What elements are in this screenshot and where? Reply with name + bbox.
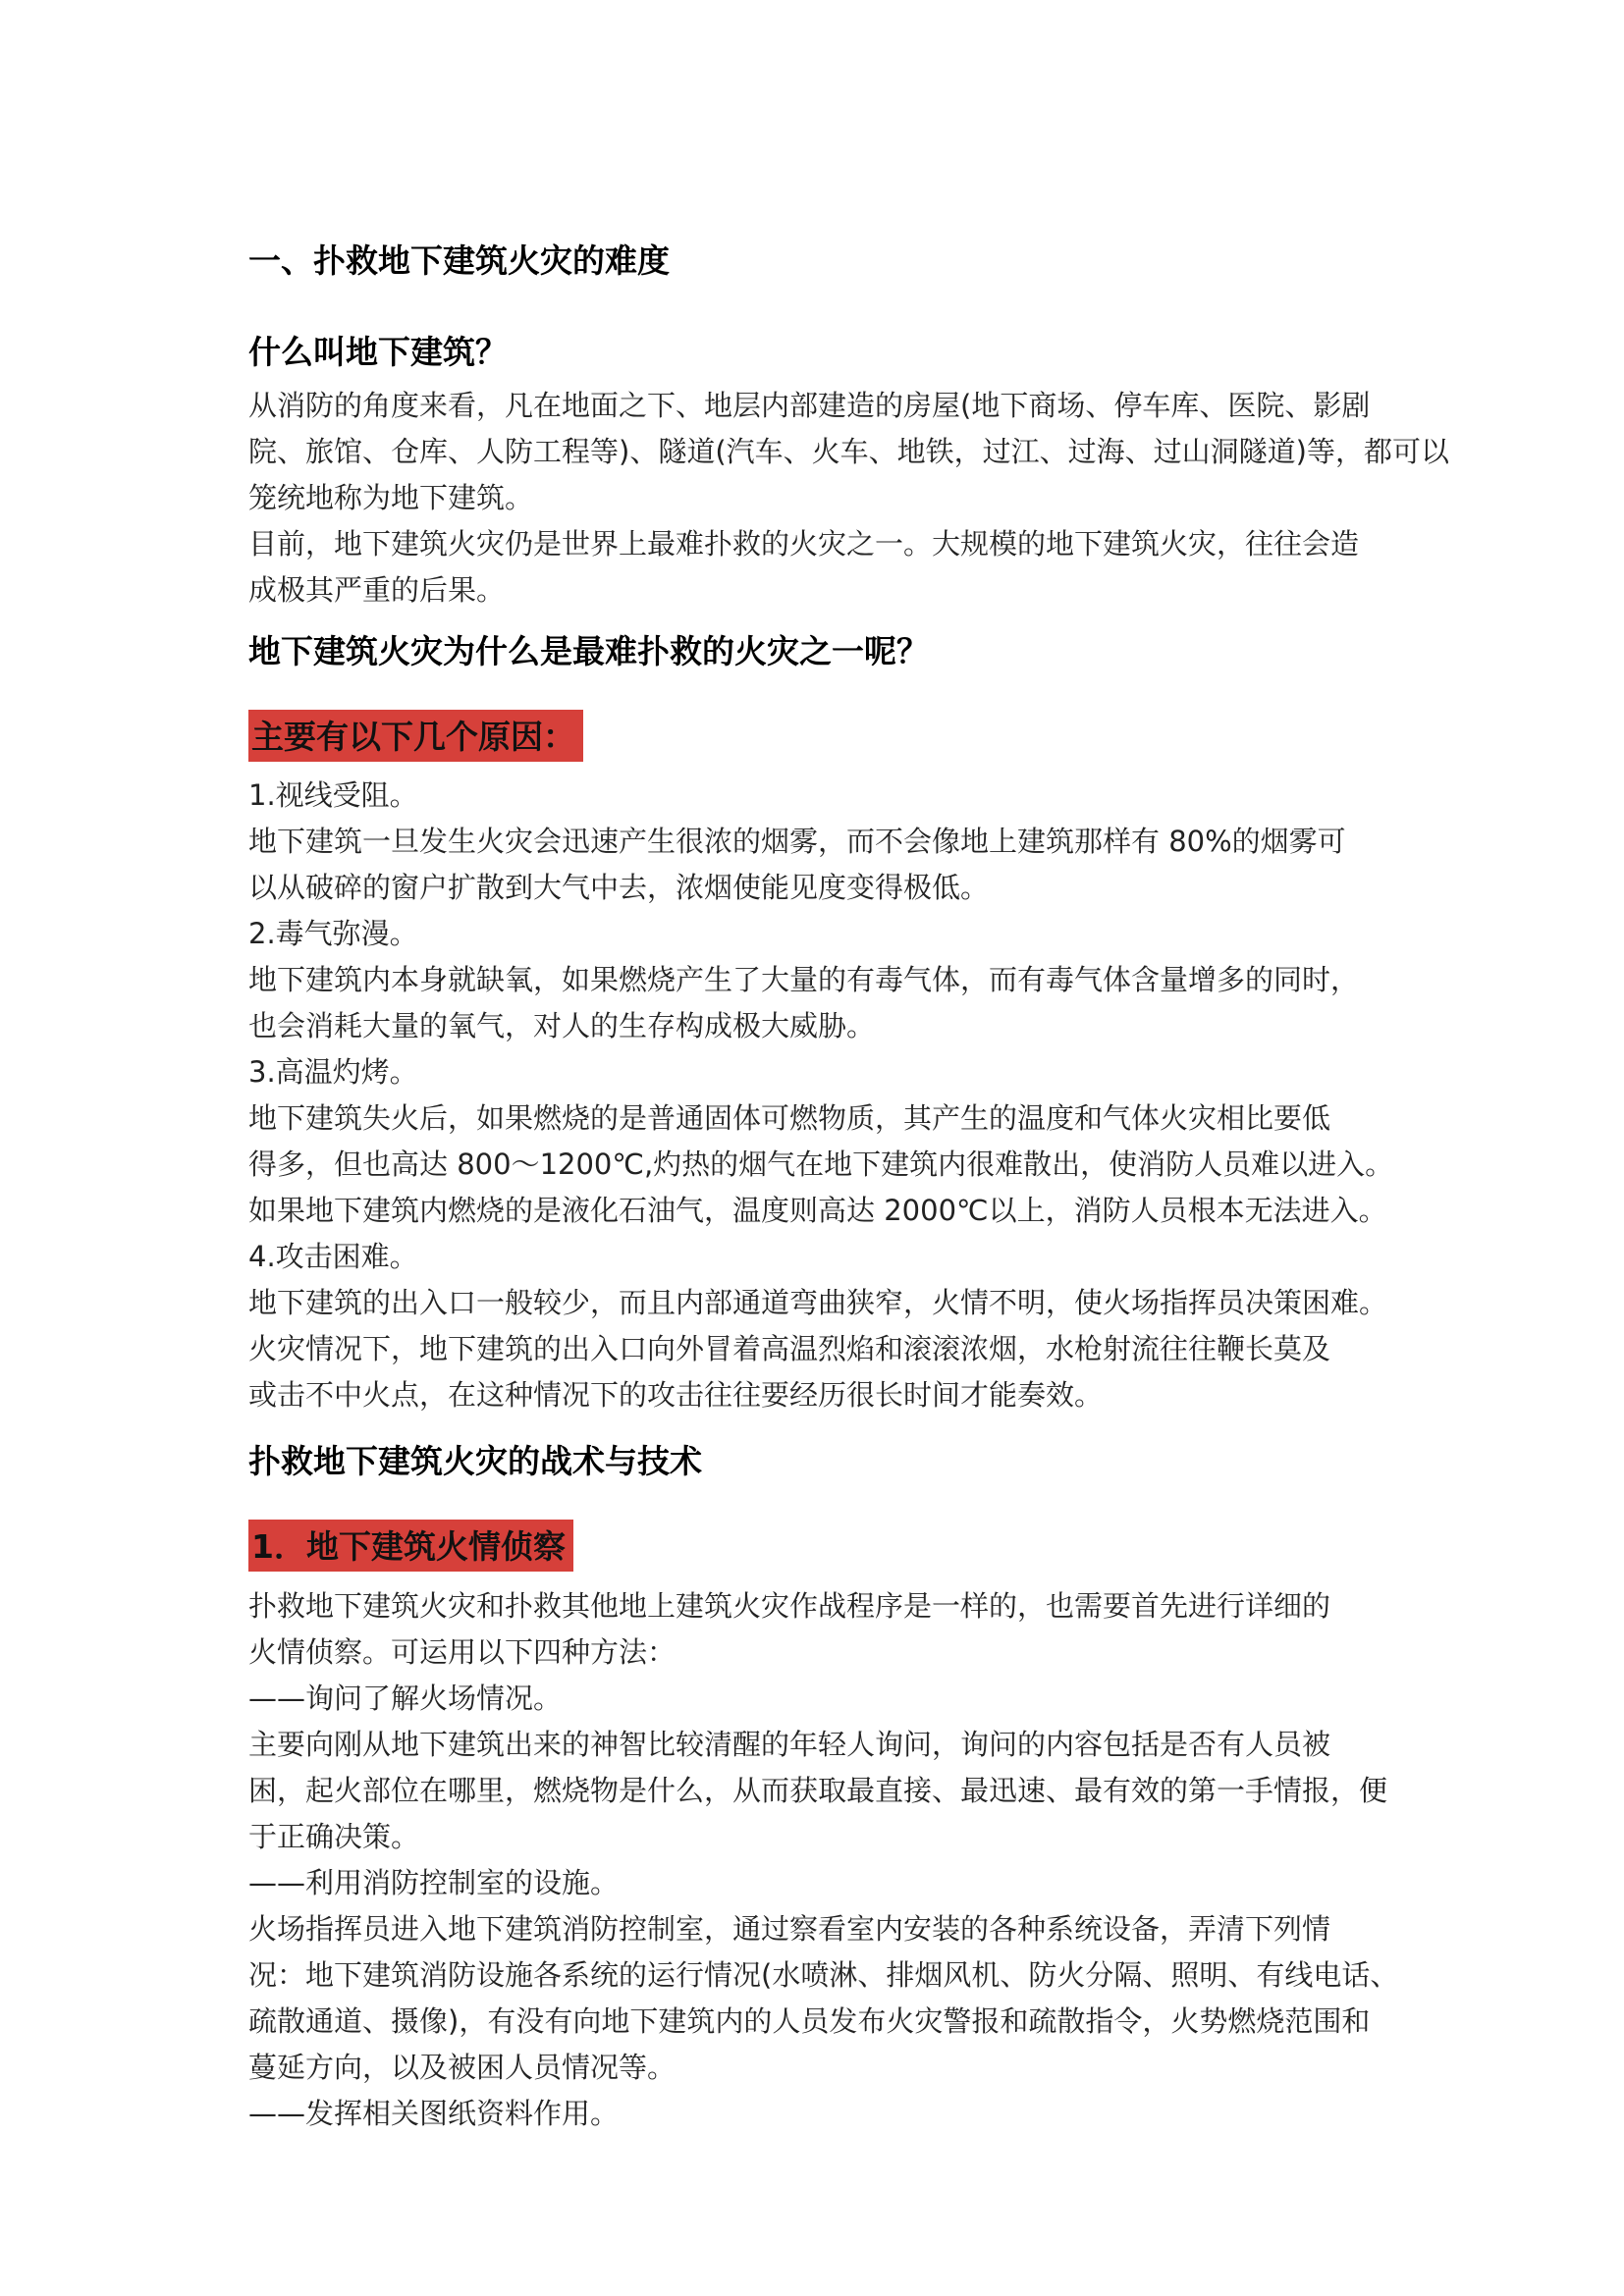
text-line: 如果地下建筑内燃烧的是液化石油气，温度则高达 2000℃以上，消防人员根本无法进入。: [248, 1194, 1387, 1227]
text-line: 地下建筑内本身就缺氧，如果燃烧产生了大量的有毒气体，而有毒气体含量增多的同时，: [248, 963, 1360, 996]
section-title: 扑救地下建筑火灾的战术与技术: [248, 1442, 702, 1480]
list-item: 1.视线受阻。: [248, 778, 418, 812]
text-line: 笼统地称为地下建筑。: [248, 481, 534, 514]
text-line: 地下建筑失火后，如果燃烧的是普通固体可燃物质，其产生的温度和气体火灾相比要低: [248, 1101, 1331, 1135]
reasons-paragraph: [248, 773, 1402, 1418]
list-item: ——利用消防控制室的设施。: [248, 1866, 620, 1899]
text-line: 以从破碎的窗户扩散到大气中去，浓烟使能见度变得极低。: [248, 871, 990, 904]
text-line: 况：地下建筑消防设施各系统的运行情况(水喷淋、排烟风机、防火分隔、照明、有线电话、: [248, 1958, 1399, 1992]
reasons-heading: [248, 710, 583, 762]
list-item: ——询问了解火场情况。: [248, 1682, 563, 1715]
text-line: 于正确决策。: [248, 1820, 420, 1853]
text-line: 得多，但也高达 800～1200℃,灼热的烟气在地下建筑内很难散出，使消防人员难以进入。: [248, 1148, 1394, 1181]
section-title: 一、扑救地下建筑火灾的难度: [248, 241, 670, 280]
text-line: 困，起火部位在哪里，燃烧物是什么，从而获取最直接、最迅速、最有效的第一手情报，便: [248, 1774, 1388, 1807]
text-line: 火灾情况下，地下建筑的出入口向外冒着高温烈焰和滚滚浓烟，水枪射流往往鞭长莫及: [248, 1332, 1331, 1365]
text-line: 也会消耗大量的氧气，对人的生存构成极大威胁。: [248, 1009, 876, 1042]
text-line: 地下建筑的出入口一般较少，而且内部通道弯曲狭窄，火情不明，使火场指挥员决策困难。: [248, 1286, 1388, 1319]
highlighted-heading: 主要有以下几个原因：: [248, 710, 583, 762]
highlighted-heading: 1．地下建筑火情侦察: [248, 1520, 573, 1572]
question-heading: 地下建筑火灾为什么是最难扑救的火灾之一呢？: [248, 632, 929, 670]
text-line: 蔓延方向，以及被困人员情况等。: [248, 2051, 677, 2084]
tactics-paragraph: [248, 1583, 1402, 2137]
definition-paragraph: [248, 383, 1449, 614]
text-line: 从消防的角度来看，凡在地面之下、地层内部建造的房屋(地下商场、停车库、医院、影剧: [248, 389, 1371, 422]
list-item: 2.毒气弥漫。: [248, 917, 418, 950]
text-line: 火情侦察。可运用以下四种方法：: [248, 1635, 677, 1669]
text-line: 地下建筑一旦发生火灾会迅速产生很浓的烟雾，而不会像地上建筑那样有 80%的烟雾可: [248, 825, 1346, 858]
text-line: 疏散通道、摄像)，有没有向地下建筑内的人员发布火灾警报和疏散指令，火势燃烧范围和: [248, 2004, 1371, 2038]
text-line: 院、旅馆、仓库、人防工程等)、隧道(汽车、火车、地铁，过江、过海、过山洞隧道)等，都可以: [248, 435, 1449, 468]
subsection-heading: [248, 1520, 573, 1572]
list-item: ——发挥相关图纸资料作用。: [248, 2097, 620, 2130]
text-line: 目前，地下建筑火灾仍是世界上最难扑救的火灾之一。大规模的地下建筑火灾，往往会造: [248, 527, 1360, 561]
text-line: 或击不中火点，在这种情况下的攻击往往要经历很长时间才能奏效。: [248, 1378, 1104, 1412]
text-line: 火场指挥员进入地下建筑消防控制室，通过察看室内安装的各种系统设备，弄清下列情: [248, 1912, 1331, 1946]
text-line: 扑救地下建筑火灾和扑救其他地上建筑火灾作战程序是一样的，也需要首先进行详细的: [248, 1589, 1331, 1623]
text-line: 成极其严重的后果。: [248, 573, 506, 607]
list-item: 3.高温灼烤。: [248, 1055, 418, 1089]
text-line: 主要向刚从地下建筑出来的神智比较清醒的年轻人询问，询问的内容包括是否有人员被: [248, 1728, 1331, 1761]
list-item: 4.攻击困难。: [248, 1240, 418, 1273]
question-heading: 什么叫地下建筑？: [248, 333, 508, 371]
